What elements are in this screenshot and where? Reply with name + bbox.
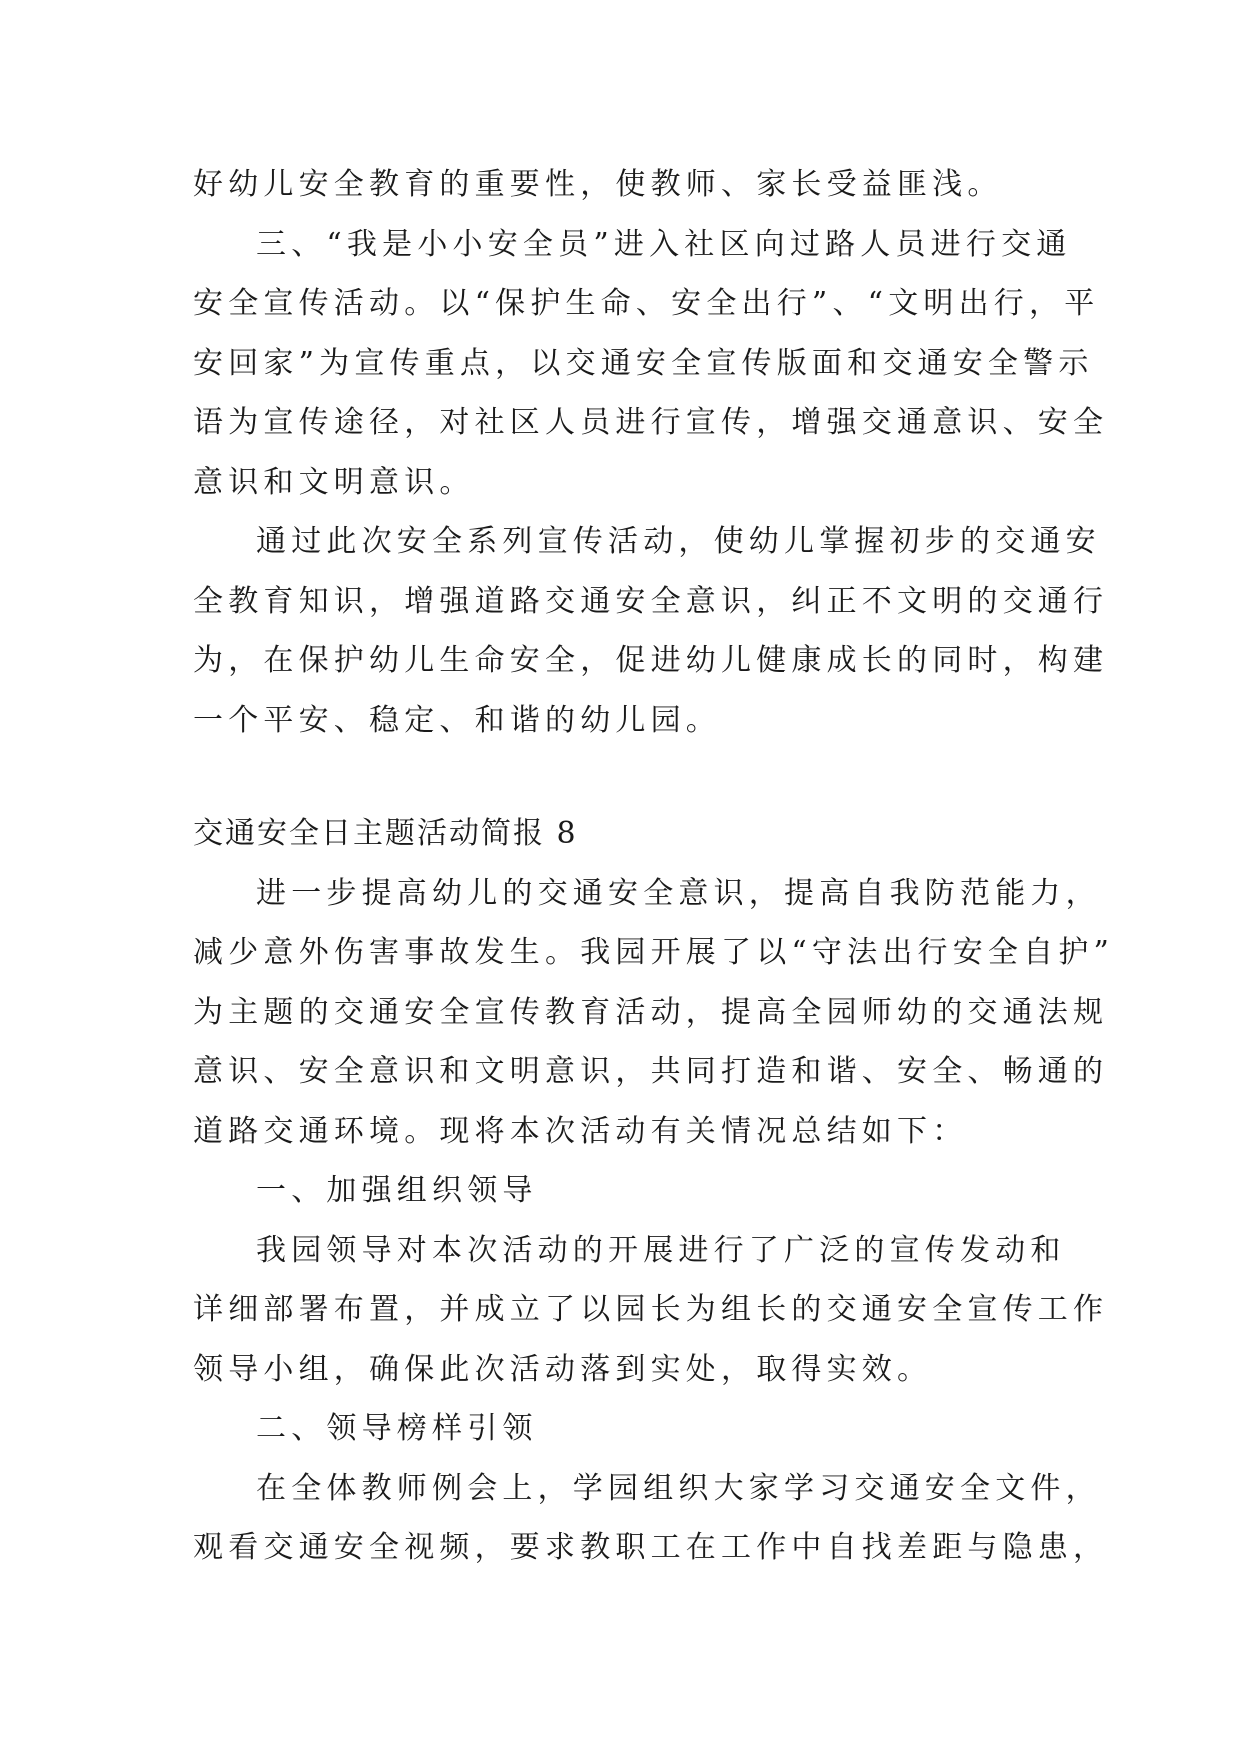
text-line: 一个平安、稳定、和谐的幼儿园。 — [193, 702, 721, 738]
paragraph-first-line: 进一步提高幼儿的交通安全意识，提高自我防范能力， — [256, 875, 1101, 911]
paragraph-first-line: 通过此次安全系列宣传活动，使幼儿掌握初步的交通安 — [256, 524, 1101, 559]
text-line: 领导小组，确保此次活动落到实处，取得实效。 — [193, 1351, 933, 1387]
section-spacer — [193, 750, 1053, 804]
text-line: 安回家”为宣传重点，以交通安全宣传版面和交通安全警示 — [193, 345, 1094, 381]
text-line: 意识、安全意识和文明意识，共同打造和谐、安全、畅通的 — [193, 1054, 1109, 1089]
text-line: 意识和文明意识。 — [193, 464, 475, 500]
text-line: 好幼儿安全教育的重要性，使教师、家长受益匪浅。 — [193, 167, 1003, 202]
paragraph-first-line: 我园领导对本次活动的开展进行了广泛的宣传发动和 — [256, 1232, 1066, 1268]
paragraph-first-line: 在全体教师例会上，学园组织大家学习交通安全文件， — [256, 1470, 1101, 1506]
text-line: 安全宣传活动。以“保护生命、安全出行”、“文明出行，平 — [193, 286, 1100, 321]
text-line: 详细部署布置，并成立了以园长为组长的交通安全宣传工作 — [193, 1292, 1109, 1327]
subheading-organization: 一、加强组织领导 — [256, 1173, 538, 1208]
text-line: 全教育知识，增强道路交通安全意识，纠正不文明的交通行 — [193, 583, 1109, 619]
paragraph-first-line: 三、“我是小小安全员”进入社区向过路人员进行交通 — [256, 226, 1072, 262]
text-line: 语为宣传途径，对社区人员进行宣传，增强交通意识、安全 — [193, 405, 1109, 440]
text-line: 为主题的交通安全宣传教育活动，提高全园师幼的交通法规 — [193, 994, 1109, 1030]
text-line: 道路交通环境。现将本次活动有关情况总结如下： — [193, 1113, 968, 1149]
text-line: 为，在保护幼儿生命安全，促进幼儿健康成长的同时，构建 — [193, 643, 1109, 678]
text-line: 减少意外伤害事故发生。我园开展了以“守法出行安全自护” — [193, 935, 1115, 970]
subheading-leadership: 二、领导榜样引领 — [256, 1411, 538, 1446]
section-heading: 交通安全日主题活动简报 8 — [193, 816, 578, 851]
document-body — [193, 155, 1115, 1578]
text-line: 观看交通安全视频，要求教职工在工作中自找差距与隐患， — [193, 1530, 1109, 1565]
